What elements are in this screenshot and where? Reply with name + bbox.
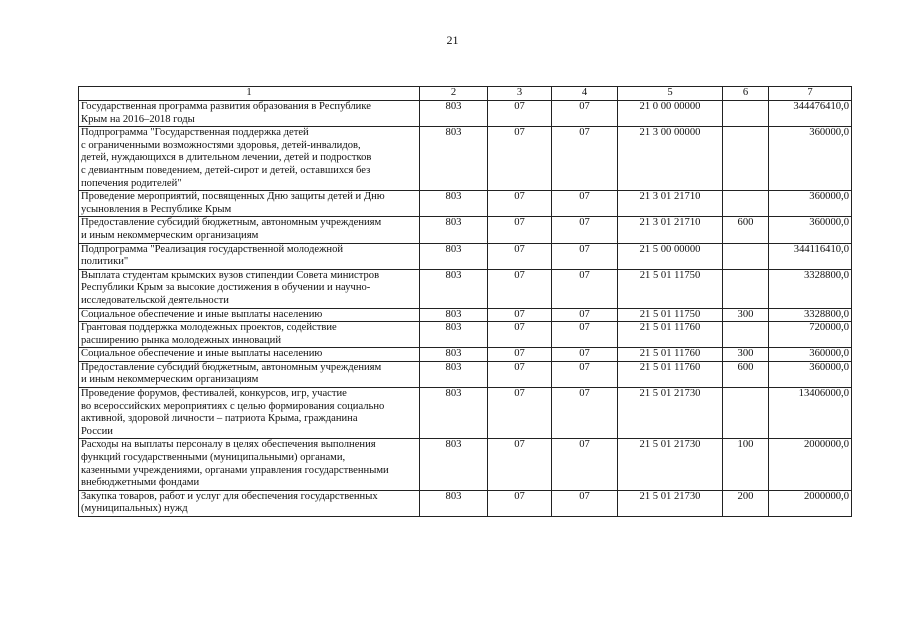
section-code-cell: 07 xyxy=(488,322,552,348)
item-name-line: Государственная программа развития образования в Республике xyxy=(81,101,371,112)
section-code-cell: 07 xyxy=(488,439,552,490)
amount-cell: 360000,0 xyxy=(769,127,852,191)
target-article-cell: 21 3 00 00000 xyxy=(618,127,723,191)
target-article-cell: 21 5 00 00000 xyxy=(618,243,723,269)
item-name-line: Республики Крым за высокие достижения в обучении и научно- xyxy=(81,282,371,294)
expense-type-cell xyxy=(723,127,769,191)
table-row xyxy=(79,127,852,191)
item-name-line: активной, здоровой личности – патриота Крыма, гражданина xyxy=(81,413,358,425)
ministry-code-cell: 803 xyxy=(420,269,488,308)
table-row xyxy=(79,101,852,127)
target-article-cell: 21 5 01 11760 xyxy=(618,348,723,362)
target-article-cell: 21 5 01 11750 xyxy=(618,308,723,322)
item-name-line: во всероссийских мероприятиях с целью формирования социально xyxy=(81,400,385,412)
ministry-code-cell: 803 xyxy=(420,361,488,387)
ministry-code-cell: 803 xyxy=(420,322,488,348)
ministry-code-cell: 803 xyxy=(420,101,488,127)
expense-type-cell: 600 xyxy=(723,217,769,243)
item-name-line: детей, нуждающихся в длительном лечении, детей и подростков xyxy=(81,152,372,164)
item-name-line: (муниципальных) нужд xyxy=(81,503,188,515)
item-name-line: и иным некоммерческим организациям xyxy=(81,374,259,386)
table-row xyxy=(79,490,852,516)
expense-type-cell: 300 xyxy=(723,348,769,362)
header-cell: 6 xyxy=(723,87,769,101)
table-row xyxy=(79,348,852,362)
subsection-code-cell: 07 xyxy=(552,490,618,516)
expense-type-cell: 600 xyxy=(723,361,769,387)
expense-type-cell xyxy=(723,101,769,127)
item-name-cell xyxy=(79,217,420,243)
target-article-cell: 21 5 01 11760 xyxy=(618,322,723,348)
section-code-cell: 07 xyxy=(488,217,552,243)
section-code-cell: 07 xyxy=(488,127,552,191)
subsection-code-cell: 07 xyxy=(552,361,618,387)
table-row xyxy=(79,269,852,308)
table-row xyxy=(79,191,852,217)
target-article-cell: 21 5 01 21730 xyxy=(618,388,723,439)
item-name-cell xyxy=(79,243,420,269)
item-name-line: России xyxy=(81,425,113,437)
table-row xyxy=(79,217,852,243)
item-name-line: Грантовая поддержка молодежных проектов, содействие xyxy=(81,322,337,334)
item-name-line: казенными учреждениями, органами управления государственными xyxy=(81,464,389,476)
target-article-cell: 21 3 01 21710 xyxy=(618,191,723,217)
item-name-cell xyxy=(79,439,420,490)
item-name-line: расширению рынка молодежных инноваций xyxy=(81,334,282,346)
table-row xyxy=(79,322,852,348)
target-article-cell: 21 0 00 00000 xyxy=(618,101,723,127)
item-name-line: и иным некоммерческим организациям xyxy=(81,229,259,241)
header-row xyxy=(79,87,852,101)
subsection-code-cell: 07 xyxy=(552,388,618,439)
item-name-line: Предоставление субсидий бюджетным, автономным учреждениям xyxy=(81,361,382,373)
amount-cell: 360000,0 xyxy=(769,361,852,387)
subsection-code-cell: 07 xyxy=(552,101,618,127)
header-cell: 2 xyxy=(420,87,488,101)
subsection-code-cell: 07 xyxy=(552,217,618,243)
subsection-code-cell: 07 xyxy=(552,269,618,308)
item-name-cell xyxy=(79,490,420,516)
item-name-line: политики" xyxy=(81,256,129,268)
table-row xyxy=(79,361,852,387)
amount-cell: 360000,0 xyxy=(769,217,852,243)
table-row xyxy=(79,439,852,490)
subsection-code-cell: 07 xyxy=(552,348,618,362)
item-name-cell xyxy=(79,322,420,348)
subsection-code-cell: 07 xyxy=(552,308,618,322)
ministry-code-cell: 803 xyxy=(420,127,488,191)
item-name-line: Подпрограмма "Государственная поддержка детей xyxy=(81,127,309,139)
header-cell: 1 xyxy=(79,87,420,101)
section-code-cell: 07 xyxy=(488,269,552,308)
item-name-line: Закупка товаров, работ и услуг для обеспечения государственных xyxy=(81,490,378,502)
ministry-code-cell: 803 xyxy=(420,388,488,439)
section-code-cell: 07 xyxy=(488,361,552,387)
table-row xyxy=(79,308,852,322)
subsection-code-cell: 07 xyxy=(552,439,618,490)
item-name-line: Социальное обеспечение и иные выплаты населению xyxy=(81,308,323,320)
section-code-cell: 07 xyxy=(488,101,552,127)
amount-cell: 720000,0 xyxy=(769,322,852,348)
ministry-code-cell: 803 xyxy=(420,490,488,516)
item-name-line: усыновления в Республике Крым xyxy=(81,203,232,215)
item-name-line: Проведение мероприятий, посвященных Дню защиты детей и Дню xyxy=(81,191,385,203)
amount-cell: 2000000,0 xyxy=(769,490,852,516)
expense-type-cell xyxy=(723,388,769,439)
amount-cell: 3328800,0 xyxy=(769,308,852,322)
target-article-cell: 21 5 01 21730 xyxy=(618,490,723,516)
expense-type-cell xyxy=(723,269,769,308)
item-name-line: Выплата студентам крымских вузов стипендии Совета министров xyxy=(81,269,380,281)
header-cell: 7 xyxy=(769,87,852,101)
item-name-line: попечения родителей" xyxy=(81,177,182,189)
item-name-line: исследовательской деятельности xyxy=(81,294,229,306)
table-body xyxy=(79,101,852,517)
subsection-code-cell: 07 xyxy=(552,322,618,348)
item-name-cell xyxy=(79,269,420,308)
page-number: 21 xyxy=(446,33,459,47)
item-name-line: Крым на 2016–2018 годы xyxy=(81,113,195,125)
header-cell: 5 xyxy=(618,87,723,101)
expense-type-cell: 300 xyxy=(723,308,769,322)
item-name-cell xyxy=(79,127,420,191)
target-article-cell: 21 3 01 21710 xyxy=(618,217,723,243)
amount-cell: 344476410,0 xyxy=(769,101,852,127)
ministry-code-cell: 803 xyxy=(420,308,488,322)
item-name-line: Расходы на выплаты персоналу в целях обеспечения выполнения xyxy=(81,439,376,451)
subsection-code-cell: 07 xyxy=(552,127,618,191)
expense-type-cell xyxy=(723,322,769,348)
amount-cell: 360000,0 xyxy=(769,348,852,362)
ministry-code-cell: 803 xyxy=(420,439,488,490)
table-row xyxy=(79,388,852,439)
item-name-line: функций государственными (муниципальными) органами, xyxy=(81,452,346,464)
header-cell: 4 xyxy=(552,87,618,101)
expense-type-cell xyxy=(723,243,769,269)
amount-cell: 13406000,0 xyxy=(769,388,852,439)
subsection-code-cell: 07 xyxy=(552,243,618,269)
item-name-line: с ограниченными возможностями здоровья, детей-инвалидов, xyxy=(81,139,361,151)
subsection-code-cell: 07 xyxy=(552,191,618,217)
item-name-cell xyxy=(79,191,420,217)
ministry-code-cell: 803 xyxy=(420,191,488,217)
budget-table xyxy=(78,86,852,517)
expense-type-cell: 200 xyxy=(723,490,769,516)
target-article-cell: 21 5 01 11750 xyxy=(618,269,723,308)
amount-cell: 3328800,0 xyxy=(769,269,852,308)
item-name-cell xyxy=(79,388,420,439)
item-name-line: внебюджетными фондами xyxy=(81,477,200,489)
amount-cell: 360000,0 xyxy=(769,191,852,217)
expense-type-cell xyxy=(723,191,769,217)
item-name-cell xyxy=(79,348,420,362)
section-code-cell: 07 xyxy=(488,191,552,217)
item-name-line: Проведение форумов, фестивалей, конкурсов, игр, участие xyxy=(81,388,347,400)
item-name-line: Подпрограмма "Реализация государственной молодежной xyxy=(81,243,344,255)
amount-cell: 2000000,0 xyxy=(769,439,852,490)
ministry-code-cell: 803 xyxy=(420,217,488,243)
item-name-line: с девиантным поведением, детей-сирот и детей, оставшихся без xyxy=(81,164,371,176)
item-name-line: Социальное обеспечение и иные выплаты населению xyxy=(81,348,323,360)
table-row xyxy=(79,243,852,269)
item-name-line: Предоставление субсидий бюджетным, автономным учреждениям xyxy=(81,217,382,229)
section-code-cell: 07 xyxy=(488,348,552,362)
item-name-cell xyxy=(79,101,420,127)
section-code-cell: 07 xyxy=(488,308,552,322)
section-code-cell: 07 xyxy=(488,388,552,439)
section-code-cell: 07 xyxy=(488,243,552,269)
ministry-code-cell: 803 xyxy=(420,243,488,269)
target-article-cell: 21 5 01 21730 xyxy=(618,439,723,490)
target-article-cell: 21 5 01 11760 xyxy=(618,361,723,387)
section-code-cell: 07 xyxy=(488,490,552,516)
item-name-cell xyxy=(79,361,420,387)
item-name-cell xyxy=(79,308,420,322)
header-cell: 3 xyxy=(488,87,552,101)
amount-cell: 344116410,0 xyxy=(769,243,852,269)
ministry-code-cell: 803 xyxy=(420,348,488,362)
expense-type-cell: 100 xyxy=(723,439,769,490)
